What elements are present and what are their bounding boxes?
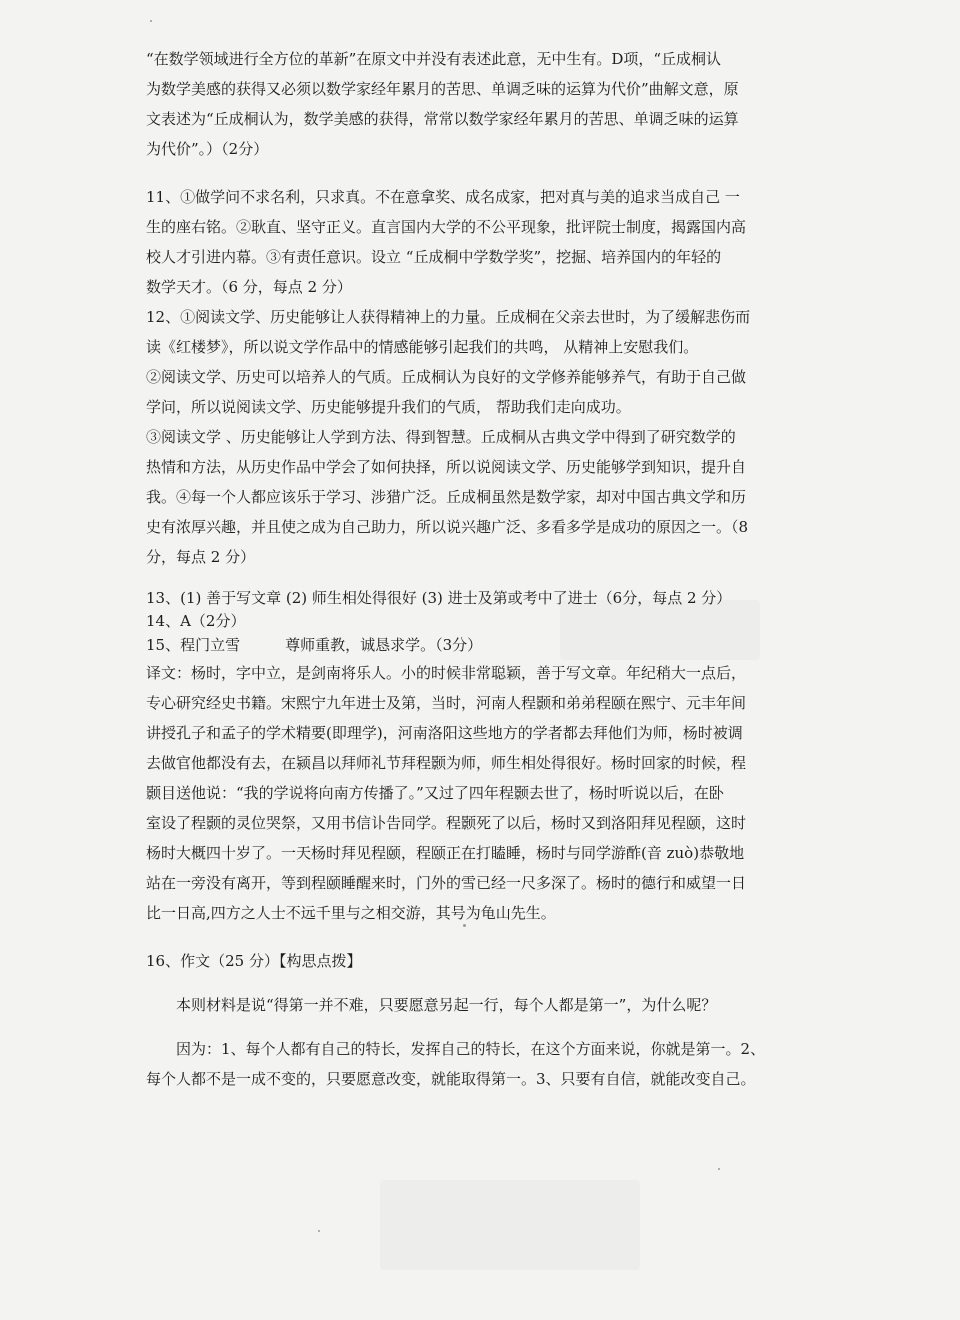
question-15-line: 15、程门立雪 尊师重教，诚恳求学。（3分） bbox=[146, 636, 483, 654]
question-12-line: 12、①阅读文学、历史能够让人获得精神上的力量。丘成桐在父亲去世时，为了缓解悲伤而 bbox=[146, 308, 751, 326]
translation-line: 颢目送他说：“我的学说将向南方传播了。”又过了四年程颢去世了，杨时听说以后，在卧 bbox=[146, 784, 724, 802]
text-line: 为数学美感的获得又必须以数学家经年累月的苦思、单调乏味的运算为代价”曲解文意，原 bbox=[146, 80, 739, 98]
text-line: 为代价”。）（2分） bbox=[146, 140, 269, 158]
text-line: 热情和方法，从历史作品中学会了如何抉择，所以说阅读文学、历史能够学到知识，提升自 bbox=[146, 458, 747, 476]
translation-line: 杨时大概四十岁了。一天杨时拜见程颐，程颐正在打瞌睡，杨时与同学游酢(音 zuò)恭敬地 bbox=[146, 844, 745, 862]
question-11-line: 11、①做学问不求名利，只求真。不在意拿奖、成名成家，把对真与美的追求当成自己 一 bbox=[146, 188, 740, 206]
text-line: 读《红楼梦》，所以说文学作品中的情感能够引起我们的共鸣， 从精神上安慰我们。 bbox=[146, 338, 699, 356]
translation-line: 站在一旁没有离开，等到程颐睡醒来时，门外的雪已经一尺多深了。杨时的德行和威望一日 bbox=[146, 874, 747, 892]
answer-key-page bbox=[146, 44, 806, 1094]
text-line: ③阅读文学 、历史能够让人学到方法、得到智慧。丘成桐从古典文学中得到了研究数学的 bbox=[146, 428, 736, 446]
question-16-line: 16、作文（25 分）【构思点拨】 bbox=[146, 952, 362, 970]
text-line: 数学天才。（6 分，每点 2 分） bbox=[146, 278, 352, 296]
scan-shadow bbox=[380, 1180, 640, 1270]
text-line: 学问，所以说阅读文学、历史能够提升我们的气质， 帮助我们走向成功。 bbox=[146, 398, 631, 416]
translation-line: 译文：杨时，字中立，是剑南将乐人。小的时候非常聪颖，善于写文章。年纪稍大一点后， bbox=[146, 664, 747, 682]
scan-speck bbox=[150, 20, 152, 22]
translation-line: 去做官他都没有去，在颍昌以拜师礼节拜程颢为师，师生相处得很好。杨时回家的时候，程 bbox=[146, 754, 747, 772]
essay-hint-line: 因为：1、每个人都有自己的特长，发挥自己的特长，在这个方面来说，你就是第一。2、 bbox=[176, 1040, 766, 1058]
translation-line: 专心研究经史书籍。宋熙宁九年进士及第，当时，河南人程颢和弟弟程颐在熙宁、元丰年间 bbox=[146, 694, 747, 712]
text-line: 文表述为“丘成桐认为，数学美感的获得，常常以数学家经年累月的苦思、单调乏味的运算 bbox=[146, 110, 739, 128]
text-line: 分，每点 2 分） bbox=[146, 548, 256, 566]
text-line: “在数学领域进行全方位的革新”在原文中并没有表述此意，无中生有。D项，“丘成桐认 bbox=[146, 50, 722, 68]
essay-hint-line: 本则材料是说“得第一并不难，只要愿意另起一行，每个人都是第一”，为什么呢？ bbox=[176, 996, 717, 1014]
translation-line: 讲授孔子和孟子的学术精要(即理学)，河南洛阳这些地方的学者都去拜他们为师，杨时被调 bbox=[146, 724, 743, 742]
scan-speck bbox=[718, 1168, 720, 1170]
essay-hint-line: 每个人都不是一成不变的，只要愿意改变，就能取得第一。3、只要有自信，就能改变自己。 bbox=[146, 1070, 756, 1088]
question-13-line: 13、(1) 善于写文章 (2) 师生相处得很好 (3) 进士及第或考中了进士（6分，每点 2 分） bbox=[146, 589, 732, 607]
text-line: 生的座右铭。②耿直、坚守正义。直言国内大学的不公平现象，批评院士制度，揭露国内高 bbox=[146, 218, 747, 236]
translation-line: 比一日高,四方之人士不远千里与之相交游，其号为龟山先生。 bbox=[146, 904, 556, 922]
text-line: 史有浓厚兴趣，并且使之成为自己助力，所以说兴趣广泛、多看多学是成功的原因之一。（8 bbox=[146, 518, 749, 536]
text-line: 校人才引进内幕。③有责任意识。设立 “丘成桐中学数学奖”，挖掘、培养国内的年轻的 bbox=[146, 248, 722, 266]
text-line: ②阅读文学、历史可以培养人的气质。丘成桐认为良好的文学修养能够养气，有助于自己做 bbox=[146, 368, 747, 386]
scan-speck bbox=[318, 1230, 320, 1232]
translation-line: 室设了程颢的灵位哭祭，又用书信讣告同学。程颢死了以后，杨时又到洛阳拜见程颐，这时 bbox=[146, 814, 747, 832]
scan-speck bbox=[463, 924, 466, 927]
text-line: 我。④每一个人都应该乐于学习、涉猎广泛。丘成桐虽然是数学家，却对中国古典文学和历 bbox=[146, 488, 747, 506]
question-14-line: 14、A（2分） bbox=[146, 612, 246, 630]
